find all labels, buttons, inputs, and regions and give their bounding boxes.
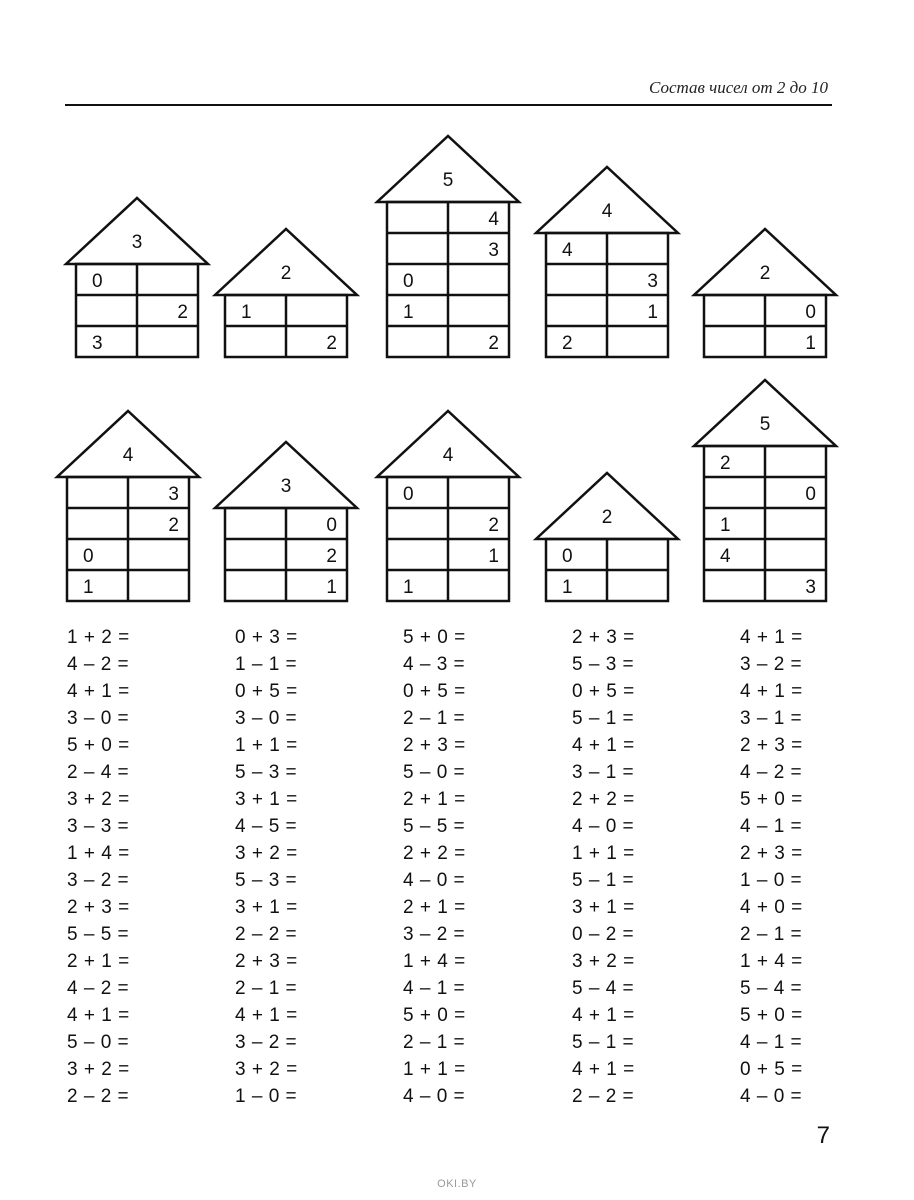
exercise-item: 5 + 0 = xyxy=(740,1005,803,1026)
exercise-item: 2 + 3 = xyxy=(403,735,466,756)
house-cell-left: 0 xyxy=(83,546,94,567)
house-cell-left: 1 xyxy=(403,302,414,323)
exercise-item: 5 – 5 = xyxy=(403,816,466,837)
exercise-item: 5 – 3 = xyxy=(235,870,298,891)
house-cell-left: 4 xyxy=(562,240,573,261)
roof-number: 4 xyxy=(122,445,134,466)
exercise-item: 3 + 1 = xyxy=(235,897,298,918)
exercise-item: 1 + 4 = xyxy=(403,951,466,972)
exercise-item: 1 + 1 = xyxy=(403,1059,466,1080)
exercise-item: 3 – 2 = xyxy=(403,924,466,945)
exercise-item: 5 – 0 = xyxy=(403,762,466,783)
house-cell-right: 0 xyxy=(805,484,816,505)
exercise-item: 2 – 1 = xyxy=(403,1032,466,1053)
house-cell-right: 1 xyxy=(805,333,816,354)
roof-number: 3 xyxy=(280,476,292,497)
number-house xyxy=(536,167,678,357)
exercise-item: 4 + 1 = xyxy=(235,1005,298,1026)
exercise-item: 5 – 4 = xyxy=(572,978,635,999)
exercise-item: 2 – 1 = xyxy=(403,708,466,729)
exercise-item: 4 – 1 = xyxy=(403,978,466,999)
house-cell-right: 0 xyxy=(326,515,337,536)
house-cell-left: 1 xyxy=(83,577,94,598)
exercise-item: 2 – 2 = xyxy=(572,1086,635,1107)
exercise-item: 3 + 2 = xyxy=(67,789,130,810)
house-cell-right: 0 xyxy=(805,302,816,323)
house-cell-left: 0 xyxy=(403,271,414,292)
exercise-item: 3 – 2 = xyxy=(67,870,130,891)
house-roof xyxy=(694,380,836,446)
exercise-item: 1 + 1 = xyxy=(572,843,635,864)
house-roof xyxy=(215,229,357,295)
house-roof xyxy=(377,411,519,477)
exercise-item: 4 + 1 = xyxy=(67,1005,130,1026)
exercise-item: 3 – 0 = xyxy=(67,708,130,729)
house-cell-left: 1 xyxy=(403,577,414,598)
exercise-item: 5 + 0 = xyxy=(67,735,130,756)
house-cell-right: 3 xyxy=(488,240,499,261)
house-cell-right: 2 xyxy=(326,546,337,567)
exercise-item: 5 + 0 = xyxy=(740,789,803,810)
exercise-item: 3 – 1 = xyxy=(740,708,803,729)
number-house xyxy=(66,198,208,357)
house-cell-left: 2 xyxy=(562,333,573,354)
exercise-item: 4 – 0 = xyxy=(403,1086,466,1107)
exercise-item: 3 – 3 = xyxy=(67,816,130,837)
exercise-item: 1 + 4 = xyxy=(67,843,130,864)
exercise-item: 1 + 4 = xyxy=(740,951,803,972)
number-house xyxy=(215,229,357,357)
house-cell-right: 2 xyxy=(168,515,179,536)
exercise-item: 2 + 3 = xyxy=(740,843,803,864)
house-cell-left: 1 xyxy=(241,302,252,323)
exercise-item: 2 – 1 = xyxy=(740,924,803,945)
exercise-item: 2 + 1 = xyxy=(403,789,466,810)
exercise-item: 1 – 0 = xyxy=(235,1086,298,1107)
exercise-item: 2 – 4 = xyxy=(67,762,130,783)
house-cell-right: 1 xyxy=(647,302,658,323)
exercise-item: 5 – 0 = xyxy=(67,1032,130,1053)
exercise-item: 0 + 3 = xyxy=(235,627,298,648)
exercise-item: 3 + 2 = xyxy=(235,843,298,864)
exercise-item: 2 + 1 = xyxy=(403,897,466,918)
page-header-title: Состав чисел от 2 до 10 xyxy=(649,78,828,97)
roof-number: 2 xyxy=(759,263,771,284)
number-house xyxy=(57,411,199,601)
exercise-item: 4 – 0 = xyxy=(572,816,635,837)
house-roof xyxy=(536,473,678,539)
exercise-item: 5 – 1 = xyxy=(572,870,635,891)
exercise-item: 0 + 5 = xyxy=(235,681,298,702)
house-cell-right: 2 xyxy=(177,302,188,323)
exercise-item: 4 – 2 = xyxy=(67,654,130,675)
house-cell-right: 1 xyxy=(488,546,499,567)
exercise-item: 0 + 5 = xyxy=(572,681,635,702)
exercise-item: 4 + 1 = xyxy=(740,681,803,702)
exercise-item: 1 – 0 = xyxy=(740,870,803,891)
exercise-item: 4 + 1 = xyxy=(572,735,635,756)
page-number: 7 xyxy=(816,1122,830,1149)
exercise-item: 4 + 1 = xyxy=(572,1059,635,1080)
exercise-column-1 xyxy=(67,624,217,1110)
house-cell-left: 4 xyxy=(720,546,731,567)
roof-number: 4 xyxy=(601,201,613,222)
house-cell-right: 2 xyxy=(488,333,499,354)
exercise-item: 1 – 1 = xyxy=(235,654,298,675)
house-cell-right: 2 xyxy=(326,333,337,354)
exercise-item: 2 + 3 = xyxy=(235,951,298,972)
roof-number: 2 xyxy=(280,263,292,284)
exercise-item: 4 – 1 = xyxy=(740,816,803,837)
exercise-item: 4 – 2 = xyxy=(67,978,130,999)
exercise-item: 3 – 2 = xyxy=(740,654,803,675)
house-cell-right: 3 xyxy=(168,484,179,505)
exercise-column-2 xyxy=(235,624,385,1110)
exercise-item: 2 – 2 = xyxy=(235,924,298,945)
exercise-item: 3 + 2 = xyxy=(67,1059,130,1080)
house-roof xyxy=(66,198,208,264)
exercise-item: 5 – 1 = xyxy=(572,708,635,729)
exercise-item: 0 + 5 = xyxy=(740,1059,803,1080)
house-cell-left: 2 xyxy=(720,453,731,474)
house-cell-right: 3 xyxy=(647,271,658,292)
exercise-item: 2 + 3 = xyxy=(572,627,635,648)
house-cell-left: 3 xyxy=(92,333,103,354)
exercise-item: 4 + 1 = xyxy=(572,1005,635,1026)
exercise-item: 4 – 3 = xyxy=(403,654,466,675)
house-cell-left: 1 xyxy=(720,515,731,536)
exercise-column-4 xyxy=(572,624,722,1110)
exercise-item: 5 – 3 = xyxy=(572,654,635,675)
number-house xyxy=(215,442,357,601)
house-roof xyxy=(215,442,357,508)
house-cell-right: 1 xyxy=(326,577,337,598)
number-house xyxy=(694,229,836,357)
exercise-item: 4 – 0 = xyxy=(403,870,466,891)
exercise-item: 5 – 4 = xyxy=(740,978,803,999)
house-cell-right: 2 xyxy=(488,515,499,536)
exercise-item: 2 – 1 = xyxy=(235,978,298,999)
number-house xyxy=(536,473,678,601)
roof-number: 3 xyxy=(131,232,143,253)
watermark: OKI.BY xyxy=(437,1178,477,1190)
exercise-item: 3 + 2 = xyxy=(235,1059,298,1080)
exercise-item: 3 + 1 = xyxy=(572,897,635,918)
exercise-column-3 xyxy=(403,624,553,1110)
exercise-item: 5 + 0 = xyxy=(403,1005,466,1026)
exercise-item: 4 – 1 = xyxy=(740,1032,803,1053)
exercise-item: 4 – 2 = xyxy=(740,762,803,783)
house-cell-right: 4 xyxy=(488,209,499,230)
exercise-item: 4 – 0 = xyxy=(740,1086,803,1107)
exercise-item: 4 + 0 = xyxy=(740,897,803,918)
exercise-item: 4 + 1 = xyxy=(740,627,803,648)
roof-number: 4 xyxy=(442,445,454,466)
house-cell-left: 1 xyxy=(562,577,573,598)
exercise-column-5 xyxy=(740,624,890,1110)
exercise-item: 2 + 2 = xyxy=(572,789,635,810)
exercise-item: 2 + 3 = xyxy=(740,735,803,756)
exercise-item: 2 + 1 = xyxy=(67,951,130,972)
exercise-item: 0 – 2 = xyxy=(572,924,635,945)
number-house xyxy=(694,380,836,601)
house-cell-left: 0 xyxy=(562,546,573,567)
house-cell-left: 0 xyxy=(92,271,103,292)
exercise-item: 2 – 2 = xyxy=(67,1086,130,1107)
exercise-item: 3 – 1 = xyxy=(572,762,635,783)
exercise-item: 5 – 5 = xyxy=(67,924,130,945)
exercise-item: 4 + 1 = xyxy=(67,681,130,702)
roof-number: 5 xyxy=(442,170,454,191)
exercise-item: 4 – 5 = xyxy=(235,816,298,837)
number-house xyxy=(377,136,519,357)
exercise-item: 1 + 1 = xyxy=(235,735,298,756)
exercise-item: 2 + 3 = xyxy=(67,897,130,918)
house-roof xyxy=(536,167,678,233)
house-roof xyxy=(377,136,519,202)
house-cell-left: 0 xyxy=(403,484,414,505)
exercise-item: 3 + 1 = xyxy=(235,789,298,810)
house-roof xyxy=(694,229,836,295)
exercise-item: 5 – 3 = xyxy=(235,762,298,783)
exercise-item: 5 + 0 = xyxy=(403,627,466,648)
exercise-item: 5 – 1 = xyxy=(572,1032,635,1053)
exercise-item: 3 + 2 = xyxy=(572,951,635,972)
exercise-item: 0 + 5 = xyxy=(403,681,466,702)
house-roof xyxy=(57,411,199,477)
exercise-item: 3 – 0 = xyxy=(235,708,298,729)
roof-number: 2 xyxy=(601,507,613,528)
exercise-item: 1 + 2 = xyxy=(67,627,130,648)
exercise-item: 3 – 2 = xyxy=(235,1032,298,1053)
house-cell-right: 3 xyxy=(805,577,816,598)
exercise-item: 2 + 2 = xyxy=(403,843,466,864)
number-house xyxy=(377,411,519,601)
roof-number: 5 xyxy=(759,414,771,435)
